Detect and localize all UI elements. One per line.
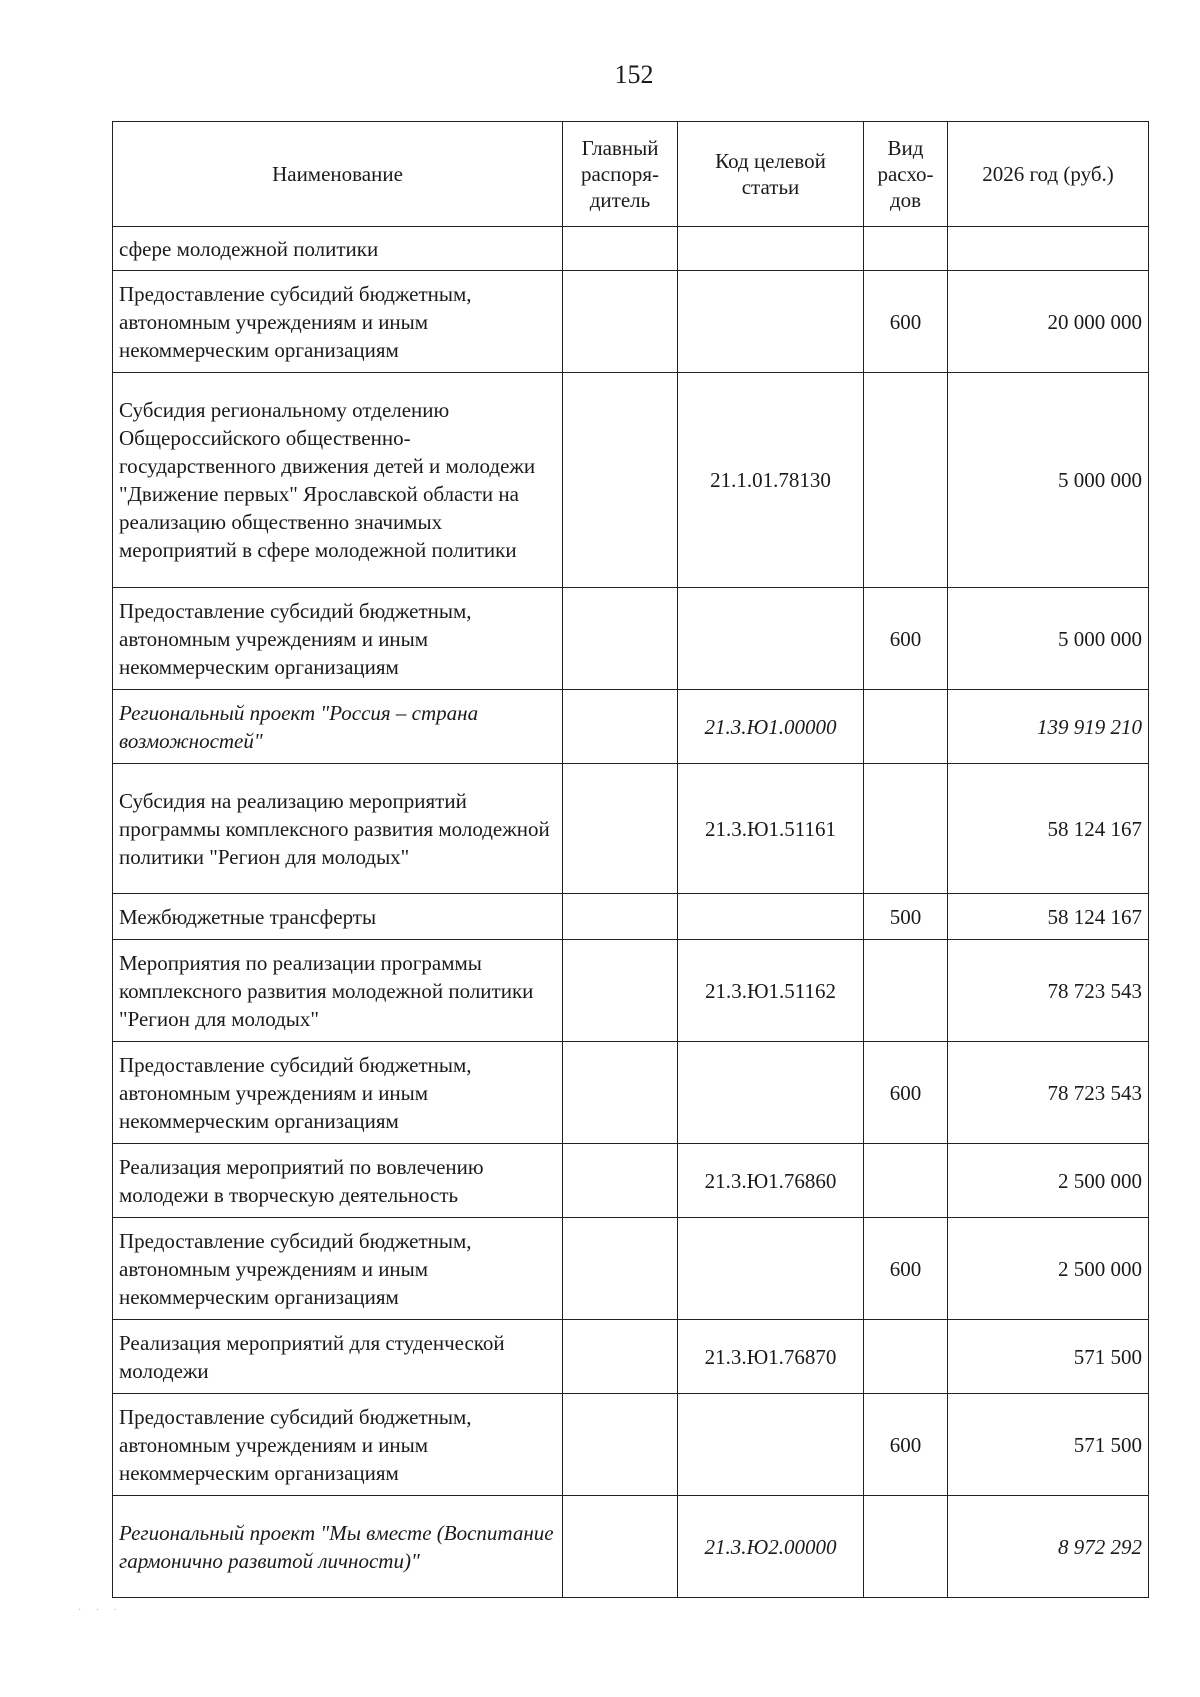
- table-row: [113, 1042, 1149, 1144]
- row-name: Субсидия на реализацию мероприятий программы комплексного развития молодежной политики "Регион для молодых": [113, 764, 563, 894]
- row-code: [678, 1218, 864, 1320]
- row-code: 21.1.01.78130: [678, 373, 864, 588]
- row-owner: [563, 271, 678, 373]
- row-type: [864, 940, 948, 1042]
- row-name: сфере молодежной политики: [113, 227, 563, 271]
- row-amount: 2 500 000: [948, 1144, 1149, 1218]
- row-code: 21.3.Ю1.76860: [678, 1144, 864, 1218]
- row-code: 21.3.Ю1.51162: [678, 940, 864, 1042]
- row-type: [864, 1144, 948, 1218]
- row-owner: [563, 894, 678, 940]
- row-code: 21.3.Ю1.00000: [678, 690, 864, 764]
- row-owner: [563, 1218, 678, 1320]
- row-owner: [563, 1496, 678, 1598]
- row-amount: 20 000 000: [948, 271, 1149, 373]
- table-row: [113, 690, 1149, 764]
- row-code: [678, 894, 864, 940]
- row-code: [678, 227, 864, 271]
- header-code: Код целевой статьи: [678, 122, 864, 227]
- row-owner: [563, 1394, 678, 1496]
- budget-table: [112, 121, 1149, 1598]
- table-row: [113, 894, 1149, 940]
- table-row: [113, 271, 1149, 373]
- row-code: 21.3.Ю1.76870: [678, 1320, 864, 1394]
- row-amount: 78 723 543: [948, 940, 1149, 1042]
- header-owner: Главный распоря-дитель: [563, 122, 678, 227]
- row-name: Предоставление субсидий бюджетным, автономным учреждениям и иным некоммерческим организациям: [113, 1218, 563, 1320]
- row-type: [864, 690, 948, 764]
- row-owner: [563, 1042, 678, 1144]
- row-owner: [563, 1144, 678, 1218]
- row-name: Реализация мероприятий для студенческой молодежи: [113, 1320, 563, 1394]
- header-type: Вид расхо-дов: [864, 122, 948, 227]
- row-type: 600: [864, 271, 948, 373]
- row-owner: [563, 764, 678, 894]
- row-amount: 5 000 000: [948, 588, 1149, 690]
- row-type: [864, 373, 948, 588]
- row-name: Субсидия региональному отделению Общероссийского общественно-государственного движения детей и молодежи "Движение первых" Ярославской области на реализацию общественно значимых мероприятий в сфере молодежной политики: [113, 373, 563, 588]
- row-name: Межбюджетные трансферты: [113, 894, 563, 940]
- row-name: Предоставление субсидий бюджетным, автономным учреждениям и иным некоммерческим организациям: [113, 271, 563, 373]
- header-name: Наименование: [113, 122, 563, 227]
- row-amount: 2 500 000: [948, 1218, 1149, 1320]
- row-name: Предоставление субсидий бюджетным, автономным учреждениям и иным некоммерческим организациям: [113, 1394, 563, 1496]
- row-code: [678, 271, 864, 373]
- row-type: [864, 764, 948, 894]
- row-owner: [563, 940, 678, 1042]
- table-row: [113, 1144, 1149, 1218]
- table-row: [113, 1218, 1149, 1320]
- row-type: 500: [864, 894, 948, 940]
- row-type: [864, 1320, 948, 1394]
- row-amount: 139 919 210: [948, 690, 1149, 764]
- row-code: 21.3.Ю1.51161: [678, 764, 864, 894]
- table-row: [113, 1394, 1149, 1496]
- row-amount: 571 500: [948, 1320, 1149, 1394]
- table-row: [113, 940, 1149, 1042]
- table-header-row: [113, 122, 1149, 227]
- page-number: 152: [614, 60, 654, 89]
- row-type: 600: [864, 1218, 948, 1320]
- row-owner: [563, 373, 678, 588]
- row-type: 600: [864, 1394, 948, 1496]
- table-body: [113, 227, 1149, 1598]
- row-code: [678, 1394, 864, 1496]
- row-owner: [563, 690, 678, 764]
- table-row: [113, 588, 1149, 690]
- row-owner: [563, 588, 678, 690]
- row-name: Региональный проект "Россия – страна возможностей": [113, 690, 563, 764]
- row-amount: [948, 227, 1149, 271]
- row-amount: 5 000 000: [948, 373, 1149, 588]
- row-amount: 58 124 167: [948, 894, 1149, 940]
- scan-artifact: · · ·: [78, 1605, 123, 1616]
- table-row: [113, 373, 1149, 588]
- row-amount: 8 972 292: [948, 1496, 1149, 1598]
- row-name: Региональный проект "Мы вместе (Воспитание гармонично развитой личности)": [113, 1496, 563, 1598]
- row-code: [678, 1042, 864, 1144]
- row-type: [864, 227, 948, 271]
- header-amount: 2026 год (руб.): [948, 122, 1149, 227]
- row-name: Предоставление субсидий бюджетным, автономным учреждениям и иным некоммерческим организациям: [113, 1042, 563, 1144]
- table-row: [113, 1320, 1149, 1394]
- row-name: Реализация мероприятий по вовлечению молодежи в творческую деятельность: [113, 1144, 563, 1218]
- row-name: Предоставление субсидий бюджетным, автономным учреждениям и иным некоммерческим организациям: [113, 588, 563, 690]
- row-owner: [563, 1320, 678, 1394]
- row-name: Мероприятия по реализации программы комплексного развития молодежной политики "Регион для молодых": [113, 940, 563, 1042]
- row-amount: 58 124 167: [948, 764, 1149, 894]
- row-amount: 571 500: [948, 1394, 1149, 1496]
- row-code: [678, 588, 864, 690]
- row-type: 600: [864, 588, 948, 690]
- table-row: [113, 764, 1149, 894]
- row-code: 21.3.Ю2.00000: [678, 1496, 864, 1598]
- row-owner: [563, 227, 678, 271]
- row-amount: 78 723 543: [948, 1042, 1149, 1144]
- row-type: 600: [864, 1042, 948, 1144]
- table-row: [113, 227, 1149, 271]
- row-type: [864, 1496, 948, 1598]
- table-row: [113, 1496, 1149, 1598]
